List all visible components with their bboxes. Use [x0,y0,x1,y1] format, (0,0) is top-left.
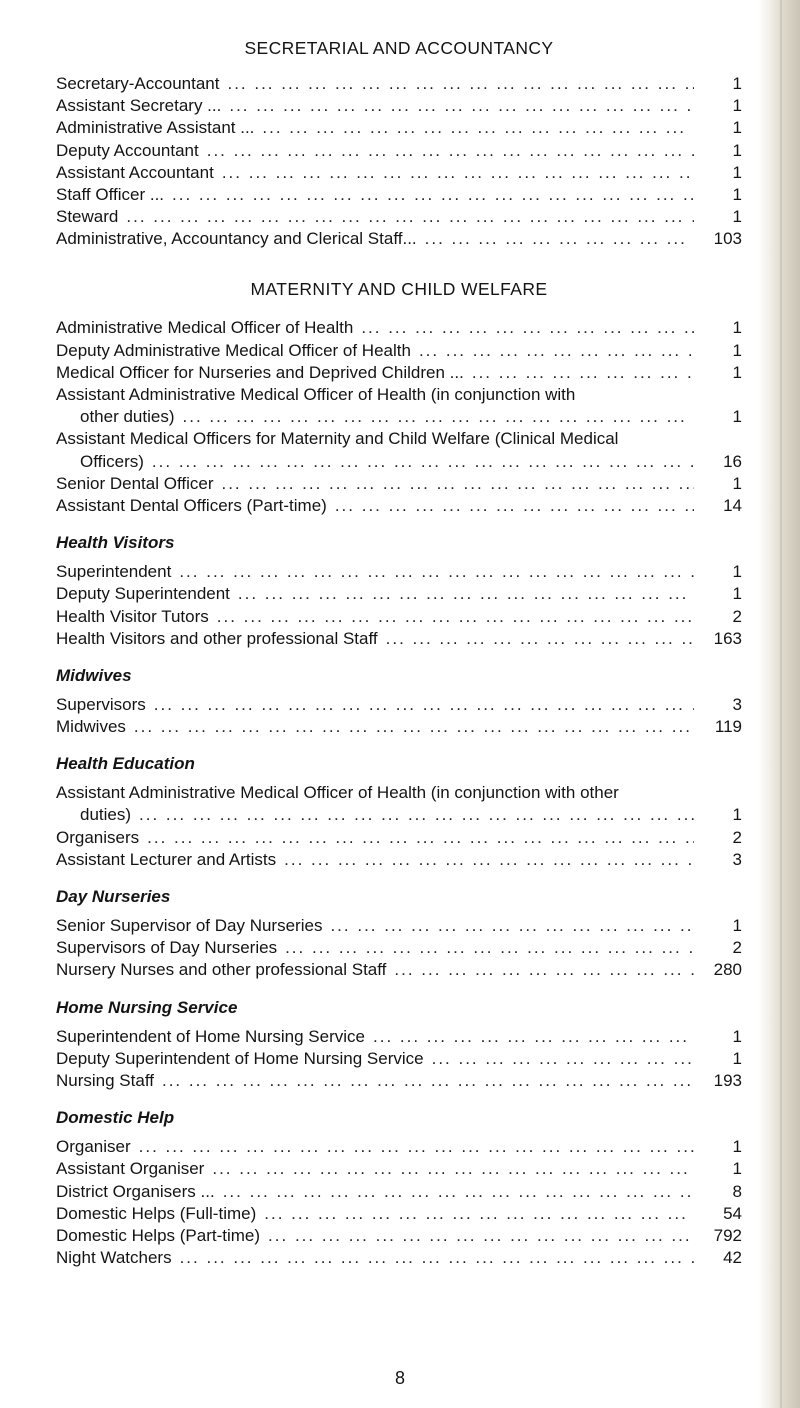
list-item-first-line: Assistant Administrative Medical Officer of Health (in conjunction with other [56,783,619,803]
leader-dots [229,95,694,117]
staff-establishment-list [56,38,742,1269]
list-item: Midwives ... . 119 [56,716,742,738]
leader-dots [285,937,694,959]
list-item: duties) ... . 1 [56,805,742,827]
section-maternity-rows [56,318,742,518]
leader-dots [472,362,694,384]
list-item: Deputy Accountant ... . 1 [56,140,742,162]
leader-dots [262,117,694,139]
section-title-secretarial: SECRETARIAL AND ACCOUNTANCY [244,38,554,58]
leader-dots [183,406,695,428]
leader-dots [152,451,694,473]
list-item: Superintendent ... . 1 [56,561,742,583]
list-item: Supervisors of Day Nurseries ... . 2 [56,937,742,959]
section-title-maternity: MATERNITY AND CHILD WELFARE [250,278,548,299]
leader-dots [264,1203,694,1225]
leader-dots [394,959,694,981]
leader-dots [139,804,694,826]
section-secretarial-rows [56,73,742,251]
leader-dots [284,849,694,871]
leader-dots [180,1247,694,1269]
list-item: Senior Supervisor of Day Nurseries ... . 1 [56,915,742,937]
leader-dots [268,1225,694,1247]
leader-dots [386,628,694,650]
leader-dots [172,184,694,206]
list-item: Assistant Lecturer and Artists ... . 3 [56,849,742,871]
list-item: Health Visitors and other professional Staff ... . 163 [56,628,742,650]
page-edge-shadow [758,0,800,1408]
leader-dots [361,317,694,339]
leader-dots [139,1136,694,1158]
leader-dots [222,162,694,184]
list-item: Organisers ... . 2 [56,827,742,849]
list-item: Nursing Staff ... . 193 [56,1070,742,1092]
list-item: Steward ... . 1 [56,206,742,228]
leader-dots [207,140,694,162]
list-item: Supervisors ... . 3 [56,694,742,716]
subsection-title-day-nurseries: Day Nurseries [56,887,171,907]
list-item: Organiser ... . 1 [56,1136,742,1158]
leader-dots [217,606,694,628]
list-item: Deputy Administrative Medical Officer of Health ... . 1 [56,340,742,362]
leader-dots [134,716,694,738]
list-item: Domestic Helps (Full-time) ... . 54 [56,1203,742,1225]
leader-dots [154,694,694,716]
list-item: Secretary-Accountant ... . 1 [56,73,742,95]
list-item: Nursery Nurses and other professional Staff ... . 280 [56,959,742,981]
list-item: Senior Dental Officer ... . 1 [56,473,742,495]
list-item: other duties) ... . 1 [56,406,742,428]
leader-dots [221,473,694,495]
list-item: Medical Officer for Nurseries and Deprived Children ... ... . 1 [56,362,742,384]
list-item: Assistant Accountant ... . 1 [56,162,742,184]
list-item-first-line: Assistant Medical Officers for Maternity and Child Welfare (Clinical Medical [56,429,619,449]
subsection-title-domestic-help: Domestic Help [56,1108,175,1128]
page-number: 8 [394,1368,405,1388]
leader-dots [179,561,694,583]
list-item: Assistant Dental Officers (Part-time) ... . 14 [56,495,742,517]
leader-dots [373,1026,694,1048]
subsection-title-health-education: Health Education [56,754,195,774]
leader-dots [425,228,694,250]
list-item: Staff Officer ... ... . 1 [56,184,742,206]
list-item: Night Watchers ... . 42 [56,1247,742,1269]
list-item: District Organisers ... ... . 8 [56,1181,742,1203]
leader-dots [147,827,694,849]
list-item: Domestic Helps (Part-time) ... . 792 [56,1225,742,1247]
leader-dots [330,915,694,937]
list-item: Administrative Assistant ... ... . 1 [56,117,742,139]
list-item: Health Visitor Tutors ... . 2 [56,606,742,628]
leader-dots [419,340,694,362]
leader-dots [126,206,694,228]
list-item: Administrative, Accountancy and Clerical Staff... ... . 103 [56,228,742,250]
list-item: Deputy Superintendent of Home Nursing Service ... . 1 [56,1048,742,1070]
list-item: Assistant Organiser ... . 1 [56,1158,742,1180]
list-item: Assistant Secretary ... ... . 1 [56,95,742,117]
leader-dots [432,1048,694,1070]
list-item: Deputy Superintendent ... . 1 [56,583,742,605]
leader-dots [227,73,694,95]
list-item: Administrative Medical Officer of Health ... . 1 [56,318,742,340]
leader-dots [238,583,694,605]
subsection-title-health-visitors: Health Visitors [56,533,175,553]
list-item-first-line: Assistant Administrative Medical Officer of Health (in conjunction with [56,385,576,405]
leader-dots [212,1158,694,1180]
leader-dots [335,495,694,517]
page-edge-line [780,0,782,1408]
subsection-title-home-nursing: Home Nursing Service [56,997,238,1017]
subsection-title-midwives: Midwives [56,665,132,685]
leader-dots [223,1181,694,1203]
list-item: Officers) ... . 16 [56,451,742,473]
leader-dots [162,1070,694,1092]
list-item: Superintendent of Home Nursing Service ... . 1 [56,1026,742,1048]
